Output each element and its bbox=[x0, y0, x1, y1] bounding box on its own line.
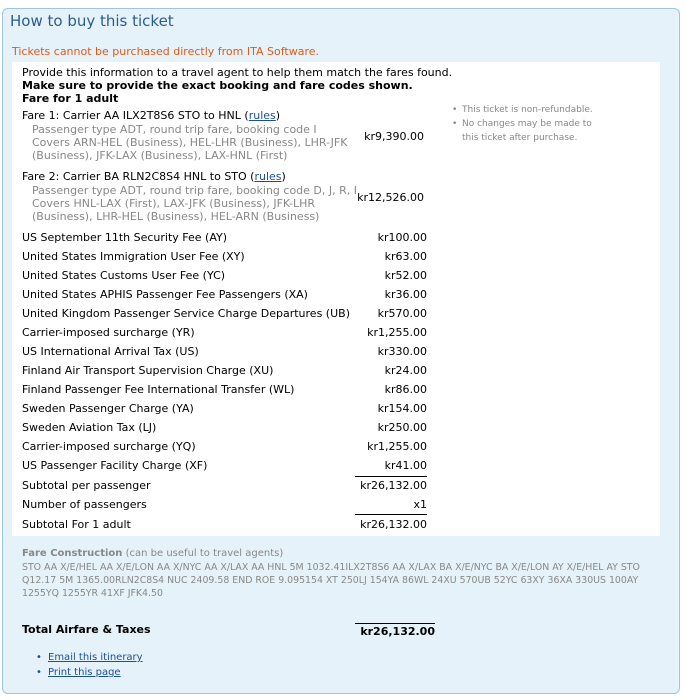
purchase-warning: Tickets cannot be purchased directly from ITA Software. bbox=[12, 45, 319, 58]
fare-2-head: Fare 2: Carrier BA RLN2C8S4 HNL to STO (rules) bbox=[22, 170, 286, 183]
fare-2-amount: kr12,526.00 bbox=[357, 191, 424, 204]
note-item: • No changes may be made to this ticket after purchase. bbox=[450, 117, 600, 145]
fare-construction-hint: (can be useful to travel agents) bbox=[125, 548, 284, 559]
fee-label: Finland Air Transport Supervision Charge (XU) bbox=[22, 364, 274, 377]
fee-row bbox=[22, 380, 427, 399]
fee-value: kr330.00 bbox=[377, 345, 427, 358]
subtotal-adult-value: kr26,132.00 bbox=[360, 518, 427, 531]
ticket-notes bbox=[450, 103, 600, 145]
fee-label: Sweden Passenger Charge (YA) bbox=[22, 402, 194, 415]
fee-row bbox=[22, 266, 427, 285]
fee-label: United Kingdom Passenger Service Charge Departures (UB) bbox=[22, 307, 350, 320]
subtotal-adult-row bbox=[22, 515, 427, 534]
fare-1-label: Fare 1: bbox=[22, 109, 60, 122]
fee-row bbox=[22, 399, 427, 418]
panel-title: How to buy this ticket bbox=[10, 12, 174, 30]
subtotal-per-passenger-row bbox=[22, 476, 427, 495]
intro-line-1: Provide this information to a travel agent to help them match the fares found. bbox=[22, 66, 453, 79]
intro-line-3: Fare for 1 adult bbox=[22, 92, 119, 105]
fee-label: Carrier-imposed surcharge (YR) bbox=[22, 326, 195, 339]
fare-construction-title: Fare Construction bbox=[22, 548, 123, 559]
fare-2-label: Fare 2: bbox=[22, 170, 60, 183]
email-itinerary-link[interactable]: Email this itinerary bbox=[48, 652, 143, 663]
print-link-item bbox=[34, 665, 143, 680]
num-passengers-value: x1 bbox=[413, 498, 427, 511]
fee-row bbox=[22, 342, 427, 361]
fee-label: Sweden Aviation Tax (LJ) bbox=[22, 421, 157, 434]
fare-construction-text: STO AA X/E/HEL AA X/E/LON AA X/NYC AA X/LAX AA HNL 5M 1032.41ILX2T8S6 AA X/LAX BA X/E/NYC BA X/E/LON AY X/E/HEL AY STO Q12.17 5M 1365.00RLN2C8S4 NUC 2409.58 END ROE 9.095154 XT 250LJ 154YA 86WL 24XU 570UB 52YC 63XY 36XA 330US 100AY 1255YQ 1255YR 41XF JFK4.50 bbox=[22, 562, 640, 599]
fee-value: kr36.00 bbox=[384, 288, 427, 301]
email-link-item bbox=[34, 650, 143, 665]
fee-row bbox=[22, 418, 427, 437]
fee-row bbox=[22, 361, 427, 380]
fare-1-detail-2: Covers ARN-HEL (Business), HEL-LHR (Business), LHR-JFK bbox=[32, 136, 348, 149]
fare-1-head: Fare 1: Carrier AA ILX2T8S6 STO to HNL (rules) bbox=[22, 109, 281, 122]
fee-value: kr570.00 bbox=[377, 307, 427, 320]
fee-value: kr41.00 bbox=[384, 459, 427, 472]
fare-1-rules-link[interactable]: rules bbox=[248, 109, 276, 122]
fee-label: Carrier-imposed surcharge (YQ) bbox=[22, 440, 196, 453]
fare-1 bbox=[22, 109, 357, 162]
intro-line-2: Make sure to provide the exact booking and fare codes shown. bbox=[22, 79, 413, 92]
subtotal-per-passenger-value: kr26,132.00 bbox=[360, 479, 427, 492]
fee-label: Finland Passenger Fee International Transfer (WL) bbox=[22, 383, 295, 396]
total-value: kr26,132.00 bbox=[355, 623, 435, 638]
fee-label: United States Customs User Fee (YC) bbox=[22, 269, 226, 282]
fare-1-detail-1: Passenger type ADT, round trip fare, booking code I bbox=[32, 123, 317, 136]
fare-2 bbox=[22, 170, 357, 223]
fee-value: kr86.00 bbox=[384, 383, 427, 396]
fare-2-rules-link[interactable]: rules bbox=[254, 170, 282, 183]
fare-2-detail-1: Passenger type ADT, round trip fare, booking code D, J, R, I bbox=[32, 184, 358, 197]
fee-row bbox=[22, 228, 427, 247]
fee-value: kr154.00 bbox=[377, 402, 427, 415]
fee-row bbox=[22, 323, 427, 342]
fee-row bbox=[22, 304, 427, 323]
fare-2-detail-2: Covers HNL-LAX (First), LAX-JFK (Business), JFK-LHR bbox=[32, 197, 315, 210]
num-passengers-label: Number of passengers bbox=[22, 498, 147, 511]
subtotal-adult-label: Subtotal For 1 adult bbox=[22, 518, 131, 531]
fee-row bbox=[22, 285, 427, 304]
fare-construction-heading bbox=[22, 548, 283, 559]
fare-2-detail-3: (Business), LHR-HEL (Business), HEL-ARN (Business) bbox=[32, 210, 320, 223]
fee-value: kr1,255.00 bbox=[367, 440, 427, 453]
fee-label: US September 11th Security Fee (AY) bbox=[22, 231, 228, 244]
fee-value: kr250.00 bbox=[377, 421, 427, 434]
fee-row bbox=[22, 456, 427, 475]
print-page-link[interactable]: Print this page bbox=[48, 667, 121, 678]
fee-row bbox=[22, 437, 427, 456]
total-label: Total Airfare & Taxes bbox=[22, 623, 151, 636]
subtotal-per-passenger-label: Subtotal per passenger bbox=[22, 479, 151, 492]
num-passengers-row bbox=[22, 495, 427, 514]
fee-value: kr63.00 bbox=[384, 250, 427, 263]
fee-value: kr1,255.00 bbox=[367, 326, 427, 339]
fee-label: United States Immigration User Fee (XY) bbox=[22, 250, 245, 263]
fare-2-carrier: Carrier BA RLN2C8S4 HNL to STO bbox=[62, 170, 247, 183]
fare-1-detail-3: (Business), JFK-LAX (Business), LAX-HNL (First) bbox=[32, 149, 288, 162]
fare-1-carrier: Carrier AA ILX2T8S6 STO to HNL bbox=[62, 109, 241, 122]
fee-value: kr100.00 bbox=[377, 231, 427, 244]
fee-label: US International Arrival Tax (US) bbox=[22, 345, 199, 358]
action-links bbox=[34, 650, 143, 680]
fee-row bbox=[22, 247, 427, 266]
fee-value: kr24.00 bbox=[384, 364, 427, 377]
fee-label: US Passenger Facility Charge (XF) bbox=[22, 459, 208, 472]
fare-1-amount: kr9,390.00 bbox=[364, 130, 424, 143]
fee-label: United States APHIS Passenger Fee Passengers (XA) bbox=[22, 288, 308, 301]
note-item: • This ticket is non-refundable. bbox=[450, 103, 600, 117]
fee-value: kr52.00 bbox=[384, 269, 427, 282]
